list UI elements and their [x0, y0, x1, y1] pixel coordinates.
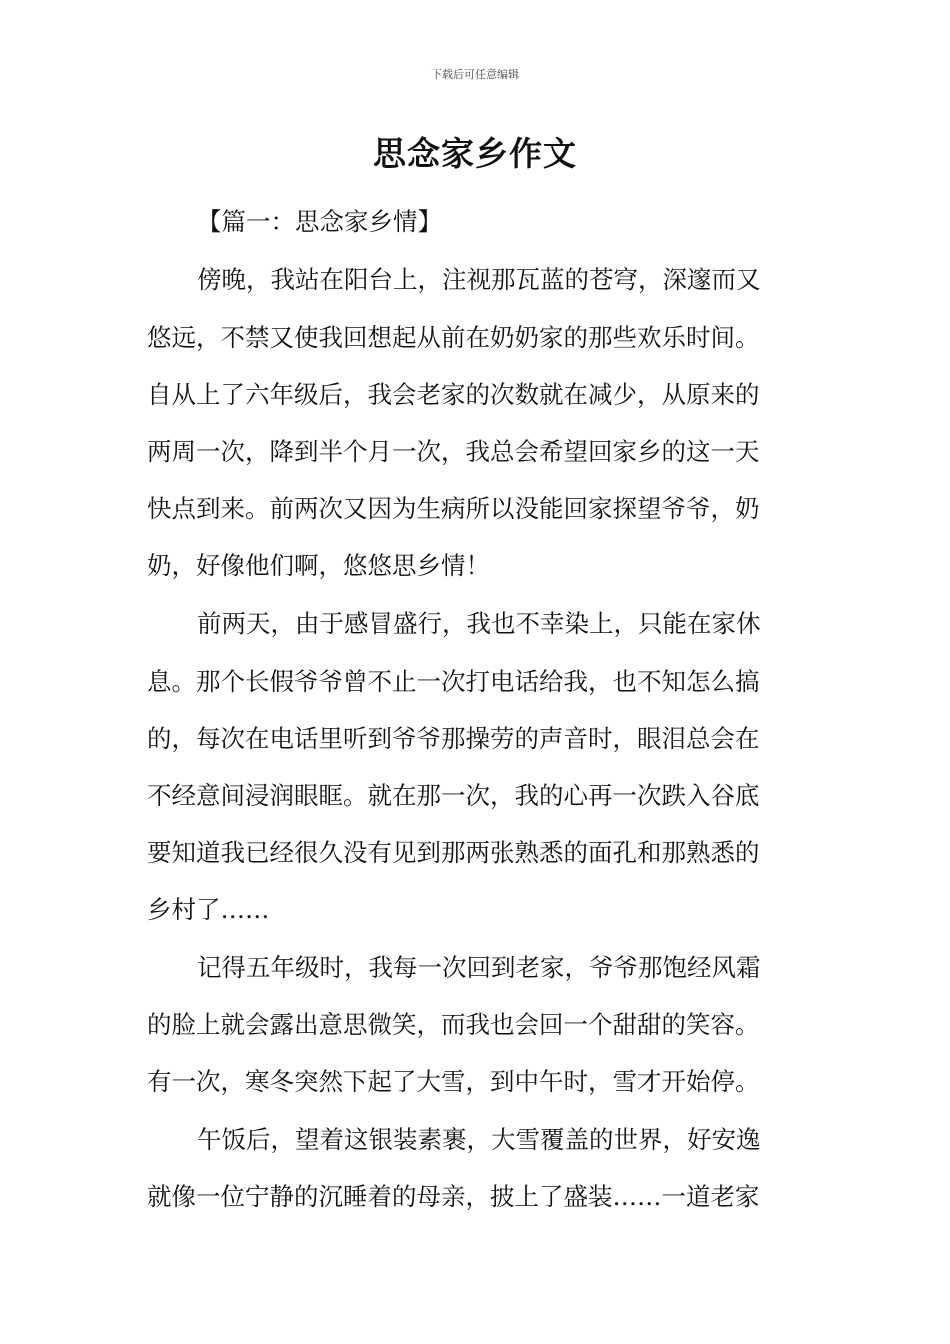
paragraph-line: 就像一位宁静的沉睡着的母亲，披上了盛装……一道老家 — [147, 1182, 760, 1211]
paragraph-line: 的脸上就会露出意思微笑，而我也会回一个甜甜的笑容。 — [147, 1010, 760, 1039]
paragraph-line: 午饭后，望着这银装素裹，大雪覆盖的世界，好安逸 — [197, 1125, 761, 1154]
paragraph-line: 傍晚，我站在阳台上，注视那瓦蓝的苍穹，深邃而又 — [197, 265, 761, 294]
paragraph-line: 要知道我已经很久没有见到那两张熟悉的面孔和那熟悉的 — [147, 838, 760, 867]
paragraph-line: 奶，好像他们啊，悠悠思乡情！ — [147, 551, 490, 580]
paragraph-line: 记得五年级时，我每一次回到老家，爷爷那饱经风霜 — [197, 953, 761, 982]
paragraph-line: 自从上了六年级后，我会老家的次数就在减少，从原来的 — [147, 380, 760, 409]
page-title: 思念家乡作文 — [373, 134, 577, 173]
paragraph-line: 两周一次，降到半个月一次，我总会希望回家乡的这一天 — [147, 437, 760, 466]
paragraph-line: 息。那个长假爷爷曾不止一次打电话给我，也不知怎么搞 — [147, 667, 760, 696]
paragraph-line: 悠远，不禁又使我回想起从前在奶奶家的那些欢乐时间。 — [147, 323, 760, 352]
paragraph-line: 有一次，寒冬突然下起了大雪，到中午时，雪才开始停。 — [147, 1067, 760, 1096]
paragraph-line: 的，每次在电话里听到爷爷那操劳的声音时，眼泪总会在 — [147, 724, 760, 753]
paragraph-line: 快点到来。前两次又因为生病所以没能回家探望爷爷，奶 — [147, 494, 760, 523]
paragraph-line: 前两天，由于感冒盛行，我也不幸染上，只能在家休 — [197, 609, 761, 638]
header-note: 下载后可任意编辑 — [431, 68, 519, 81]
paragraph-line: 不经意间浸润眼眶。就在那一次，我的心再一次跌入谷底 — [147, 781, 760, 810]
paragraph-line: 乡村了…… — [147, 895, 270, 924]
section-heading: 【篇一：思念家乡情】 — [197, 207, 442, 236]
